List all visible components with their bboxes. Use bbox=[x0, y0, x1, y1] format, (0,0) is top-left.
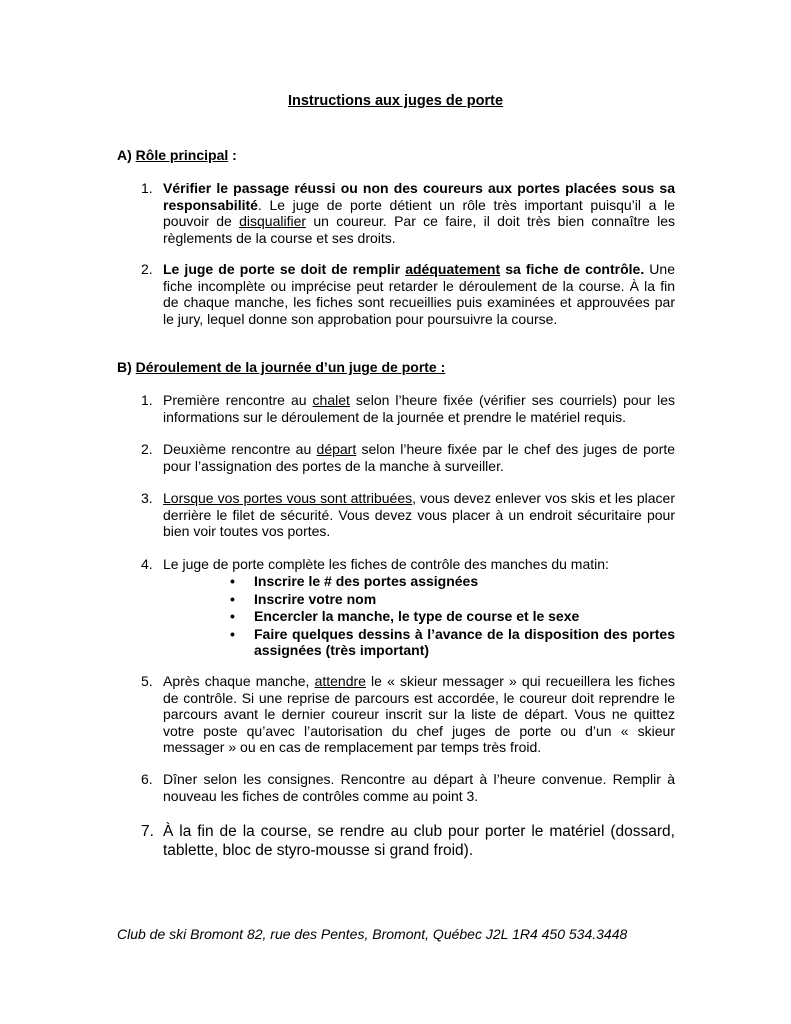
bullet-glyph: • bbox=[230, 608, 235, 624]
list-item-b7 bbox=[141, 822, 675, 860]
item-number: 4. bbox=[141, 556, 153, 572]
item-text: selon l’heure fixée (vérifier ses courriels) pour les informations sur le déroulement de la journée et prendre le matériel requis. bbox=[163, 392, 675, 425]
list-item-a2 bbox=[141, 261, 675, 327]
section-b-label: Déroulement de la journée d’un juge de porte : bbox=[135, 359, 446, 375]
item-text: , vous devez enlever vos skis et les placer derrière le filet de sécurité. Vous devez vous placer à un endroit sécuritaire pour bien voir toutes vos portes. bbox=[163, 490, 675, 539]
bullet-glyph: • bbox=[230, 590, 235, 607]
section-a-label: Rôle principal bbox=[135, 147, 229, 163]
item-number: 3. bbox=[141, 490, 153, 506]
list-item-b6 bbox=[141, 771, 675, 804]
bullet-glyph: • bbox=[230, 573, 235, 589]
item-text: Deuxième rencontre au bbox=[163, 441, 317, 457]
list-item-b5 bbox=[141, 673, 675, 756]
item-underlined-text: Lorsque vos portes vous sont attribuées bbox=[163, 490, 413, 506]
item-text: un coureur. Par ce faire, il doit très bien connaître les règlements de la course et ses droits. bbox=[163, 213, 675, 246]
list-item-a1 bbox=[141, 180, 675, 246]
item-underlined-text: disqualifier bbox=[239, 213, 307, 229]
bullet-item bbox=[230, 573, 675, 590]
item-bold-text: Vérifier le passage réussi ou non des coureurs aux portes placées sous sa responsabilité bbox=[163, 180, 675, 213]
item-underlined-text: départ bbox=[316, 441, 357, 457]
item-number: 7. bbox=[141, 823, 154, 840]
item-underlined-text: attendre bbox=[314, 673, 366, 689]
section-b-heading bbox=[117, 359, 445, 376]
item-text: . Le juge de porte détient un rôle très important puisqu’il a le pouvoir de bbox=[163, 196, 675, 229]
bullet-item bbox=[230, 626, 675, 659]
item-underlined-text: chalet bbox=[312, 392, 350, 408]
item-text: Dîner selon les consignes. Rencontre au départ à l’heure convenue. Remplir à nouveau les fiches de contrôles comme au point 3. bbox=[163, 771, 675, 804]
item-number: 1. bbox=[141, 180, 153, 196]
bullet-text: Inscrire le # des portes assignées bbox=[254, 573, 479, 589]
list-item-b2 bbox=[141, 441, 675, 474]
bullet-glyph: • bbox=[230, 625, 235, 642]
item-number: 2. bbox=[141, 441, 153, 457]
bullet-text: Faire quelques dessins à l’avance de la disposition des portes assignées (très important) bbox=[254, 625, 675, 658]
item-text: Après chaque manche, bbox=[163, 673, 315, 689]
item-bold-text: Le juge de porte se doit de remplir bbox=[163, 261, 406, 277]
footer-address: Club de ski Bromont 82, rue des Pentes, Bromont, Québec J2L 1R4 450 534.3448 bbox=[117, 926, 628, 942]
bullet-item bbox=[230, 608, 675, 625]
section-a-heading bbox=[117, 147, 237, 164]
bullet-text: Encercler la manche, le type de course et le sexe bbox=[254, 608, 580, 624]
list-item-b4 bbox=[141, 556, 675, 573]
section-b-prefix: B) bbox=[117, 359, 136, 375]
list-item-b1 bbox=[141, 392, 675, 425]
document-title: Instructions aux juges de porte bbox=[287, 93, 504, 109]
item-text: Première rencontre au bbox=[163, 392, 313, 408]
item-number: 5. bbox=[141, 673, 153, 689]
item-text: Le juge de porte complète les fiches de contrôle des manches du matin: bbox=[163, 556, 609, 572]
item-number: 1. bbox=[141, 392, 153, 408]
item-bold-text: sa fiche de contrôle. bbox=[500, 261, 645, 277]
item-number: 6. bbox=[141, 771, 153, 787]
item-bold-underlined-text: adéquatement bbox=[405, 261, 501, 277]
bullet-text: Inscrire votre nom bbox=[254, 590, 377, 607]
bullet-item bbox=[230, 591, 675, 608]
section-a-prefix: A) bbox=[117, 147, 136, 163]
item-text: Une fiche incomplète ou imprécise peut retarder le déroulement de la course. À la fin de chaque manche, les fiches sont recueillies puis examinées et approuvées par le jury, lequel donne son approbation pour poursuivre la course. bbox=[163, 261, 675, 327]
section-a-suffix: : bbox=[228, 147, 237, 163]
item-number: 2. bbox=[141, 261, 153, 277]
sub-bullet-list bbox=[230, 573, 675, 660]
item-text: le « skieur messager » qui recueillera les fiches de contrôle. Si une reprise de parcours est accordée, le coureur doit reprendre le parcours avant le dernier coureur inscrit sur la liste de départ. Vous ne quittez votre poste qu’avec l’autorisation du chef juges de porte ou d’un « skieur messager » ou en cas de remplacement par temps très froid. bbox=[163, 673, 676, 755]
list-item-b3 bbox=[141, 490, 675, 540]
item-text: À la fin de la course, se rendre au club pour porter le matériel (dossard, tablette, bloc de styro-mousse si grand froid). bbox=[163, 823, 675, 859]
item-text: selon l’heure fixée par le chef des juges de porte pour l’assignation des portes de la manche à surveiller. bbox=[163, 441, 675, 474]
